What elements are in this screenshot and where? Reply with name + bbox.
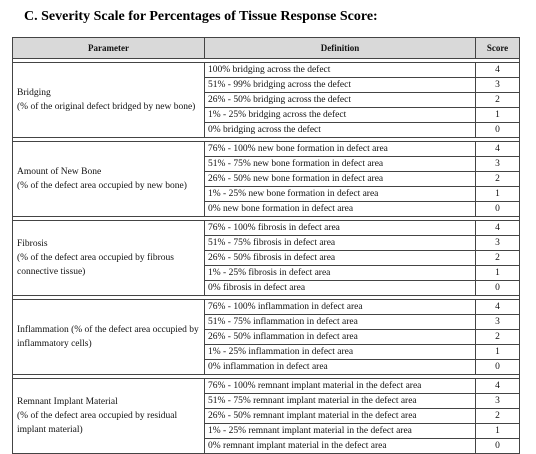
score-cell: 0	[476, 439, 520, 454]
definition-cell: 76% - 100% new bone formation in defect area	[205, 142, 476, 157]
definition-cell: 51% - 99% bridging across the defect	[205, 78, 476, 93]
definition-cell: 0% inflammation in defect area	[205, 360, 476, 375]
definition-cell: 1% - 25% new bone formation in defect area	[205, 187, 476, 202]
score-cell: 3	[476, 236, 520, 251]
header-definition: Definition	[205, 38, 476, 59]
score-cell: 1	[476, 187, 520, 202]
table-row	[13, 300, 520, 315]
score-cell: 2	[476, 409, 520, 424]
score-cell: 4	[476, 300, 520, 315]
score-cell: 0	[476, 123, 520, 138]
score-cell: 1	[476, 424, 520, 439]
score-cell: 1	[476, 266, 520, 281]
score-cell: 4	[476, 142, 520, 157]
definition-cell: 26% - 50% remnant implant material in the defect area	[205, 409, 476, 424]
table-row	[13, 379, 520, 394]
score-cell: 2	[476, 172, 520, 187]
score-cell: 0	[476, 202, 520, 217]
definition-cell: 26% - 50% fibrosis in defect area	[205, 251, 476, 266]
definition-cell: 26% - 50% inflammation in defect area	[205, 330, 476, 345]
definition-cell: 1% - 25% remnant implant material in the defect area	[205, 424, 476, 439]
score-cell: 4	[476, 63, 520, 78]
score-cell: 3	[476, 315, 520, 330]
definition-cell: 0% new bone formation in defect area	[205, 202, 476, 217]
table-body	[13, 59, 520, 454]
severity-scale-table	[12, 37, 520, 454]
definition-cell: 76% - 100% remnant implant material in the defect area	[205, 379, 476, 394]
parameter-cell: Fibrosis (% of the defect area occupied by fibrous connective tissue)	[13, 221, 205, 296]
score-cell: 0	[476, 281, 520, 296]
score-cell: 3	[476, 78, 520, 93]
definition-cell: 51% - 75% remnant implant material in the defect area	[205, 394, 476, 409]
score-cell: 3	[476, 157, 520, 172]
score-cell: 4	[476, 379, 520, 394]
definition-cell: 51% - 75% fibrosis in defect area	[205, 236, 476, 251]
definition-cell: 51% - 75% new bone formation in defect area	[205, 157, 476, 172]
header-score: Score	[476, 38, 520, 59]
score-cell: 2	[476, 330, 520, 345]
parameter-cell: Amount of New Bone (% of the defect area occupied by new bone)	[13, 142, 205, 217]
parameter-cell: Inflammation (% of the defect area occupied by inflammatory cells)	[13, 300, 205, 375]
table-header-row	[13, 38, 520, 59]
score-cell: 2	[476, 251, 520, 266]
parameter-cell: Remnant Implant Material (% of the defect area occupied by residual implant material)	[13, 379, 205, 454]
score-cell: 0	[476, 360, 520, 375]
score-cell: 1	[476, 345, 520, 360]
score-cell: 4	[476, 221, 520, 236]
definition-cell: 1% - 25% inflammation in defect area	[205, 345, 476, 360]
table-row	[13, 63, 520, 78]
table-row	[13, 142, 520, 157]
definition-cell: 26% - 50% new bone formation in defect area	[205, 172, 476, 187]
definition-cell: 100% bridging across the defect	[205, 63, 476, 78]
definition-cell: 1% - 25% fibrosis in defect area	[205, 266, 476, 281]
header-parameter: Parameter	[13, 38, 205, 59]
definition-cell: 51% - 75% inflammation in defect area	[205, 315, 476, 330]
parameter-cell: Bridging (% of the original defect bridged by new bone)	[13, 63, 205, 138]
definition-cell: 1% - 25% bridging across the defect	[205, 108, 476, 123]
section-heading: C. Severity Scale for Percentages of Tissue Response Score:	[24, 9, 378, 24]
definition-cell: 76% - 100% inflammation in defect area	[205, 300, 476, 315]
definition-cell: 0% fibrosis in defect area	[205, 281, 476, 296]
score-cell: 1	[476, 108, 520, 123]
definition-cell: 0% remnant implant material in the defect area	[205, 439, 476, 454]
table-row	[13, 221, 520, 236]
definition-cell: 0% bridging across the defect	[205, 123, 476, 138]
definition-cell: 76% - 100% fibrosis in defect area	[205, 221, 476, 236]
score-cell: 3	[476, 394, 520, 409]
score-cell: 2	[476, 93, 520, 108]
definition-cell: 26% - 50% bridging across the defect	[205, 93, 476, 108]
